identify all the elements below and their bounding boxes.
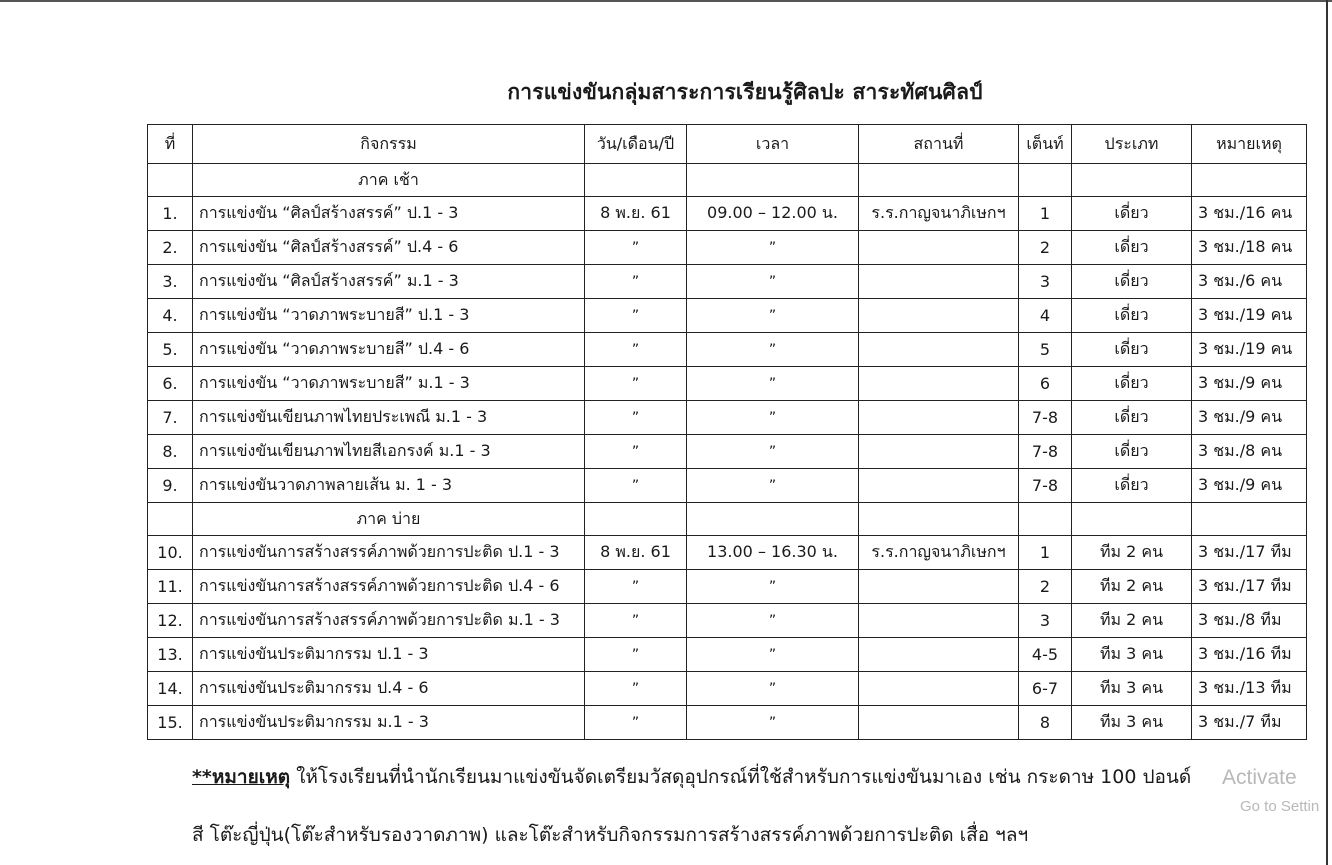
header-remark: หมายเหตุ — [1192, 125, 1307, 164]
remark-cell: 3 ชม./18 คน — [1192, 231, 1307, 265]
tent-cell: 4 — [1019, 299, 1072, 333]
activity-cell: การแข่งขัน “ศิลป์สร้างสรรค์” ป.4 - 6 — [193, 231, 585, 265]
section-row-morning — [148, 164, 1307, 197]
tent-cell: 2 — [1019, 570, 1072, 604]
table-row — [148, 672, 1307, 706]
remark-cell: 3 ชม./8 คน — [1192, 435, 1307, 469]
time-cell: ” — [687, 604, 859, 638]
note-line-2: สี โต๊ะญี่ปุ่น(โต๊ะสำหรับรองวาดภาพ) และโต๊ะสำหรับกิจกรรมการสร้างสรรค์ภาพด้วยการปะติด เสื่อ ฯลฯ — [192, 824, 1029, 846]
table-row — [148, 231, 1307, 265]
table-row — [148, 706, 1307, 740]
time-cell: ” — [687, 299, 859, 333]
table-body — [148, 164, 1307, 740]
row-number: 6. — [148, 367, 193, 401]
date-cell: ” — [585, 435, 687, 469]
row-number: 5. — [148, 333, 193, 367]
tent-cell: 1 — [1019, 197, 1072, 231]
activity-cell: การแข่งขัน “วาดภาพระบายสี” ม.1 - 3 — [193, 367, 585, 401]
date-cell: ” — [585, 333, 687, 367]
activate-windows-watermark: Activate — [1222, 766, 1297, 789]
place-cell — [859, 604, 1019, 638]
type-cell: เดี่ยว — [1072, 367, 1192, 401]
tent-cell: 7-8 — [1019, 469, 1072, 503]
competition-schedule-table — [147, 124, 1307, 740]
type-cell: เดี่ยว — [1072, 435, 1192, 469]
go-to-settings-watermark: Go to Settin — [1240, 798, 1320, 815]
date-cell: ” — [585, 401, 687, 435]
remark-cell: 3 ชม./17 ทีม — [1192, 536, 1307, 570]
time-cell: ” — [687, 265, 859, 299]
activity-cell: การแข่งขัน “ศิลป์สร้างสรรค์” ป.1 - 3 — [193, 197, 585, 231]
remark-cell: 3 ชม./7 ทีม — [1192, 706, 1307, 740]
type-cell: เดี่ยว — [1072, 299, 1192, 333]
place-cell — [859, 672, 1019, 706]
date-cell: ” — [585, 570, 687, 604]
place-cell — [859, 435, 1019, 469]
tent-cell: 4-5 — [1019, 638, 1072, 672]
remark-cell: 3 ชม./13 ทีม — [1192, 672, 1307, 706]
type-cell: เดี่ยว — [1072, 469, 1192, 503]
place-cell — [859, 333, 1019, 367]
row-number: 15. — [148, 706, 193, 740]
time-cell: ” — [687, 333, 859, 367]
row-number: 12. — [148, 604, 193, 638]
table-row — [148, 265, 1307, 299]
activity-cell: การแข่งขันการสร้างสรรค์ภาพด้วยการปะติด ป.4 - 6 — [193, 570, 585, 604]
type-cell: ทีม 3 คน — [1072, 638, 1192, 672]
table-row — [148, 604, 1307, 638]
row-number: 11. — [148, 570, 193, 604]
header-time: เวลา — [687, 125, 859, 164]
time-cell: ” — [687, 638, 859, 672]
table-header-row — [148, 125, 1307, 164]
header-date: วัน/เดือน/ปี — [585, 125, 687, 164]
type-cell: เดี่ยว — [1072, 333, 1192, 367]
place-cell — [859, 265, 1019, 299]
header-no: ที่ — [148, 125, 193, 164]
table-row — [148, 401, 1307, 435]
row-number: 2. — [148, 231, 193, 265]
row-number: 13. — [148, 638, 193, 672]
header-type: ประเภท — [1072, 125, 1192, 164]
row-number: 3. — [148, 265, 193, 299]
tent-cell: 8 — [1019, 706, 1072, 740]
header-activity: กิจกรรม — [193, 125, 585, 164]
time-cell: ” — [687, 469, 859, 503]
tent-cell: 6-7 — [1019, 672, 1072, 706]
header-tent: เต็นท์ — [1019, 125, 1072, 164]
remark-cell: 3 ชม./17 ทีม — [1192, 570, 1307, 604]
time-cell: 13.00 – 16.30 น. — [687, 536, 859, 570]
tent-cell: 2 — [1019, 231, 1072, 265]
place-cell — [859, 706, 1019, 740]
activity-cell: การแข่งขัน “ศิลป์สร้างสรรค์” ม.1 - 3 — [193, 265, 585, 299]
type-cell: เดี่ยว — [1072, 265, 1192, 299]
row-number: 9. — [148, 469, 193, 503]
place-cell — [859, 299, 1019, 333]
date-cell: ” — [585, 231, 687, 265]
remark-cell: 3 ชม./16 ทีม — [1192, 638, 1307, 672]
date-cell: ” — [585, 706, 687, 740]
activity-cell: การแข่งขันประติมากรรม ม.1 - 3 — [193, 706, 585, 740]
activity-cell: การแข่งขันการสร้างสรรค์ภาพด้วยการปะติด ป.1 - 3 — [193, 536, 585, 570]
tent-cell: 3 — [1019, 265, 1072, 299]
place-cell: ร.ร.กาญจนาภิเษกฯ — [859, 197, 1019, 231]
date-cell: ” — [585, 299, 687, 333]
section-row-afternoon — [148, 503, 1307, 536]
type-cell: ทีม 2 คน — [1072, 604, 1192, 638]
remark-cell: 3 ชม./19 คน — [1192, 299, 1307, 333]
type-cell: ทีม 3 คน — [1072, 672, 1192, 706]
activity-cell: การแข่งขันประติมากรรม ป.4 - 6 — [193, 672, 585, 706]
table-row — [148, 570, 1307, 604]
table-row — [148, 333, 1307, 367]
activity-cell: การแข่งขันประติมากรรม ป.1 - 3 — [193, 638, 585, 672]
top-border — [0, 0, 1332, 2]
time-cell: ” — [687, 435, 859, 469]
tent-cell: 7-8 — [1019, 401, 1072, 435]
date-cell: ” — [585, 672, 687, 706]
activity-cell: การแข่งขันเขียนภาพไทยประเพณี ม.1 - 3 — [193, 401, 585, 435]
table-row — [148, 435, 1307, 469]
row-number: 14. — [148, 672, 193, 706]
activity-cell: การแข่งขันการสร้างสรรค์ภาพด้วยการปะติด ม.1 - 3 — [193, 604, 585, 638]
type-cell: ทีม 2 คน — [1072, 570, 1192, 604]
table-row — [148, 536, 1307, 570]
place-cell — [859, 401, 1019, 435]
place-cell — [859, 469, 1019, 503]
type-cell: ทีม 3 คน — [1072, 706, 1192, 740]
note-label: **หมายเหตุ — [192, 766, 291, 788]
section-label-afternoon: ภาค บ่าย — [193, 503, 585, 536]
tent-cell: 7-8 — [1019, 435, 1072, 469]
date-cell: ” — [585, 604, 687, 638]
table-row — [148, 367, 1307, 401]
right-border — [1326, 0, 1328, 865]
table-row — [148, 638, 1307, 672]
row-number: 4. — [148, 299, 193, 333]
place-cell — [859, 367, 1019, 401]
place-cell — [859, 231, 1019, 265]
tent-cell: 5 — [1019, 333, 1072, 367]
remark-cell: 3 ชม./6 คน — [1192, 265, 1307, 299]
time-cell: 09.00 – 12.00 น. — [687, 197, 859, 231]
date-cell: 8 พ.ย. 61 — [585, 197, 687, 231]
remark-cell: 3 ชม./9 คน — [1192, 401, 1307, 435]
remark-cell: 3 ชม./19 คน — [1192, 333, 1307, 367]
row-number: 1. — [148, 197, 193, 231]
place-cell — [859, 570, 1019, 604]
tent-cell: 3 — [1019, 604, 1072, 638]
type-cell: เดี่ยว — [1072, 401, 1192, 435]
remark-cell: 3 ชม./16 คน — [1192, 197, 1307, 231]
time-cell: ” — [687, 570, 859, 604]
section-label-morning: ภาค เช้า — [193, 164, 585, 197]
header-place: สถานที่ — [859, 125, 1019, 164]
time-cell: ” — [687, 231, 859, 265]
type-cell: ทีม 2 คน — [1072, 536, 1192, 570]
date-cell: ” — [585, 469, 687, 503]
time-cell: ” — [687, 367, 859, 401]
time-cell: ” — [687, 401, 859, 435]
table-row — [148, 299, 1307, 333]
date-cell: ” — [585, 638, 687, 672]
remark-cell: 3 ชม./9 คน — [1192, 469, 1307, 503]
type-cell: เดี่ยว — [1072, 231, 1192, 265]
remark-cell: 3 ชม./8 ทีม — [1192, 604, 1307, 638]
time-cell: ” — [687, 672, 859, 706]
activity-cell: การแข่งขันเขียนภาพไทยสีเอกรงค์ ม.1 - 3 — [193, 435, 585, 469]
table-row — [148, 469, 1307, 503]
date-cell: ” — [585, 265, 687, 299]
tent-cell: 1 — [1019, 536, 1072, 570]
note-text-1: ให้โรงเรียนที่นำนักเรียนมาแข่งขันจัดเตรียมวัสดุอุปกรณ์ที่ใช้สำหรับการแข่งขันมาเอง เช่น กระดาษ 100 ปอนด์ — [290, 766, 1192, 788]
type-cell: เดี่ยว — [1072, 197, 1192, 231]
activity-cell: การแข่งขันวาดภาพลายเส้น ม. 1 - 3 — [193, 469, 585, 503]
row-number: 8. — [148, 435, 193, 469]
time-cell: ” — [687, 706, 859, 740]
activity-cell: การแข่งขัน “วาดภาพระบายสี” ป.4 - 6 — [193, 333, 585, 367]
date-cell: ” — [585, 367, 687, 401]
place-cell — [859, 638, 1019, 672]
note-line-1 — [192, 762, 1191, 792]
date-cell: 8 พ.ย. 61 — [585, 536, 687, 570]
row-number: 10. — [148, 536, 193, 570]
remark-cell: 3 ชม./9 คน — [1192, 367, 1307, 401]
place-cell: ร.ร.กาญจนาภิเษกฯ — [859, 536, 1019, 570]
tent-cell: 6 — [1019, 367, 1072, 401]
table-row — [148, 197, 1307, 231]
activity-cell: การแข่งขัน “วาดภาพระบายสี” ป.1 - 3 — [193, 299, 585, 333]
row-number: 7. — [148, 401, 193, 435]
document-title: การแข่งขันกลุ่มสาระการเรียนรู้ศิลปะ สาระทัศนศิลป์ — [507, 80, 983, 104]
